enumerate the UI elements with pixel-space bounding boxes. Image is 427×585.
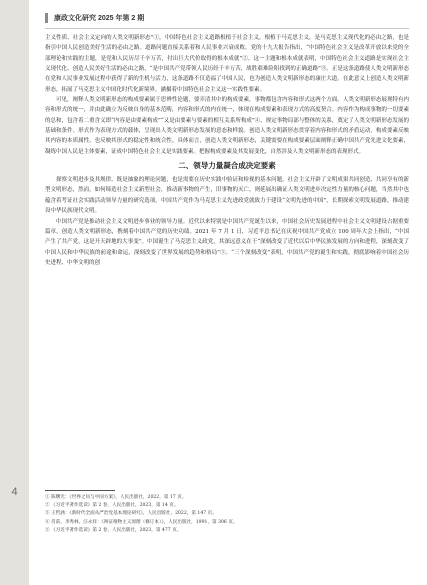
paragraph: 可见，阐释人类文明新形态的构成要素属于思辨性论题，要弄清其中的构成要素，事物都包含内容和形式这两个方面。人类文明新形态展现特有内容和形式的统一，并由此确立为反映自身的基本范畴，内容和形式的内在统一，体现在构成要素和表现方式的高度契合。内容作为构成事物的一切要素的总和，包含着二重含义即“内容是由要素构成”“又是由要素与要素的相互关系所构成”④，规定事物局部与整体的关系，奠定了人类文明新形态发展的基础和条件。形式作为表现方式的载体，呈现出人类文明新形态发展的意态和样貌。创造人类文明新形态贯穿着内容和形式的矛盾运动，构成要素反映其内容的本质属性，也反映其形式的稳定性和统合性。具体而言，创造人类文明新形态，关键需要在构成要素层面阐释正确中国共产党先进文化要素，凝练中国人民是主体要素，证成中国特色社会主义是实践要素。把握构成要素及其发展变化，自然涉及人类文明新形态的表现形式。: [45, 97, 409, 155]
paragraph: 探察文明进步及其规律，既是抽象的理论问题，也是需要在历史实践中验证和检视的基本问题。社会主义开辟了文明成果共同创造、共同享有的新型文明形态，然而，如何缔造社会主义新型社会，推动新事物的产生，旧事物的灭亡，则延展出确证人类文明进步决定性力量的核心问题，当然其中也蕴含着考证社会实践活动领导力量的研究选项。中国共产党作为马克思主义先进政党就致力于建设“文明先进的中国”，长期探索文明发展道路，推动建设中华民族现代文明。: [45, 177, 409, 215]
page-number: 4: [11, 486, 18, 498]
running-header: [45, 11, 144, 25]
footnote: ① 陈曙光：《世界之问与中国方案》，人民出版社，2022，第 17 页。: [45, 495, 187, 500]
paragraph: 中国共产党是推动社会主义文明进步事业的领导力量。近代以来特别是中国共产党诞生以来，中国社会历史发展进程中社会主义文明建设占据重要篇章。创造人类文明新形态，携刻着中国共产党的历史功绩。2021 年 7 月 1 日，习近平总书记在庆祝中国共产党成立 100 周年大会上指出，“中国产生了共产党，这是开天辟地的大事变”。中国诞生了马克思主义政党，其深远意义在于“深刻改变了近代以后中华民族发展的方向和进程，深刻改变了中国人民和中华民族的前途和命运，深刻改变了世界发展的趋势和格局”⑤。“三个深刻改变”表明，中国共产党的诞生和实践，彻底影响着中国社会历史进程、中华文明的创: [45, 218, 409, 266]
footnotes: [45, 494, 409, 535]
journal-title: 康政文化研究 2025 年第 2 期: [54, 15, 145, 22]
footnote: ⑤ 《习近平著作选读》第 2 卷，人民出版社，2023，第 477 页。: [45, 527, 182, 533]
header-marker: [45, 13, 48, 23]
article-body: [45, 33, 409, 268]
footnote-divider: [45, 490, 115, 491]
paragraph: 主义性质、社会主义定向的人类文明新形态”①。中国特色社会主义道路根植于社会主义，根植于马克思主义，是马克思主义现代化的必由之路，也是指引中国人民创造美好生活的必由之路。道路问题直接关系着和人民事业兴衰成败。党的十九大报告指出，“中国特色社会主义是改革开放以来党的全部理论和实践的主题，是党和人民历尽千辛万苦，付出巨大代价取得的根本成就”②。这一主题和根本成就表明，中国特色社会主义道路是实现社会主义现代化、创造人民美好生活的必由之路，“是中国共产党带领人民历经千辛万苦，战胜艰难险阻找到的正确道路”③。正是这条道路使人类文明新形态在党和人民事业发展过程中获得了新的生机与活力，这条道路不仅造福了中国人民，也为创造人类文明新形态的康庄大道。在此意义上创造人类文明新形态，拓展了马克思主义中国化时代化新境界，涵摄着中国特色社会主义这一实践性要素。: [45, 35, 409, 93]
footnote: ② 《习近平著作选读》第 2 卷，人民出版社，2023，第 14 页。: [45, 503, 179, 509]
footnote: ④ 肖前、李秀林、汪永祥：《辩证唯物主义原理（修订本）》，人民出版社，1991，第 306 页。: [45, 519, 238, 525]
footnote: ③ 王哲涵：《新时代全面从严治党基本理论研究》，人民出版社，2022，第 147 页。: [45, 511, 217, 517]
section-heading: 二、领导力量凝合成决定要素: [178, 161, 276, 171]
margin-bar: [0, 0, 29, 585]
header-divider: [45, 28, 409, 29]
